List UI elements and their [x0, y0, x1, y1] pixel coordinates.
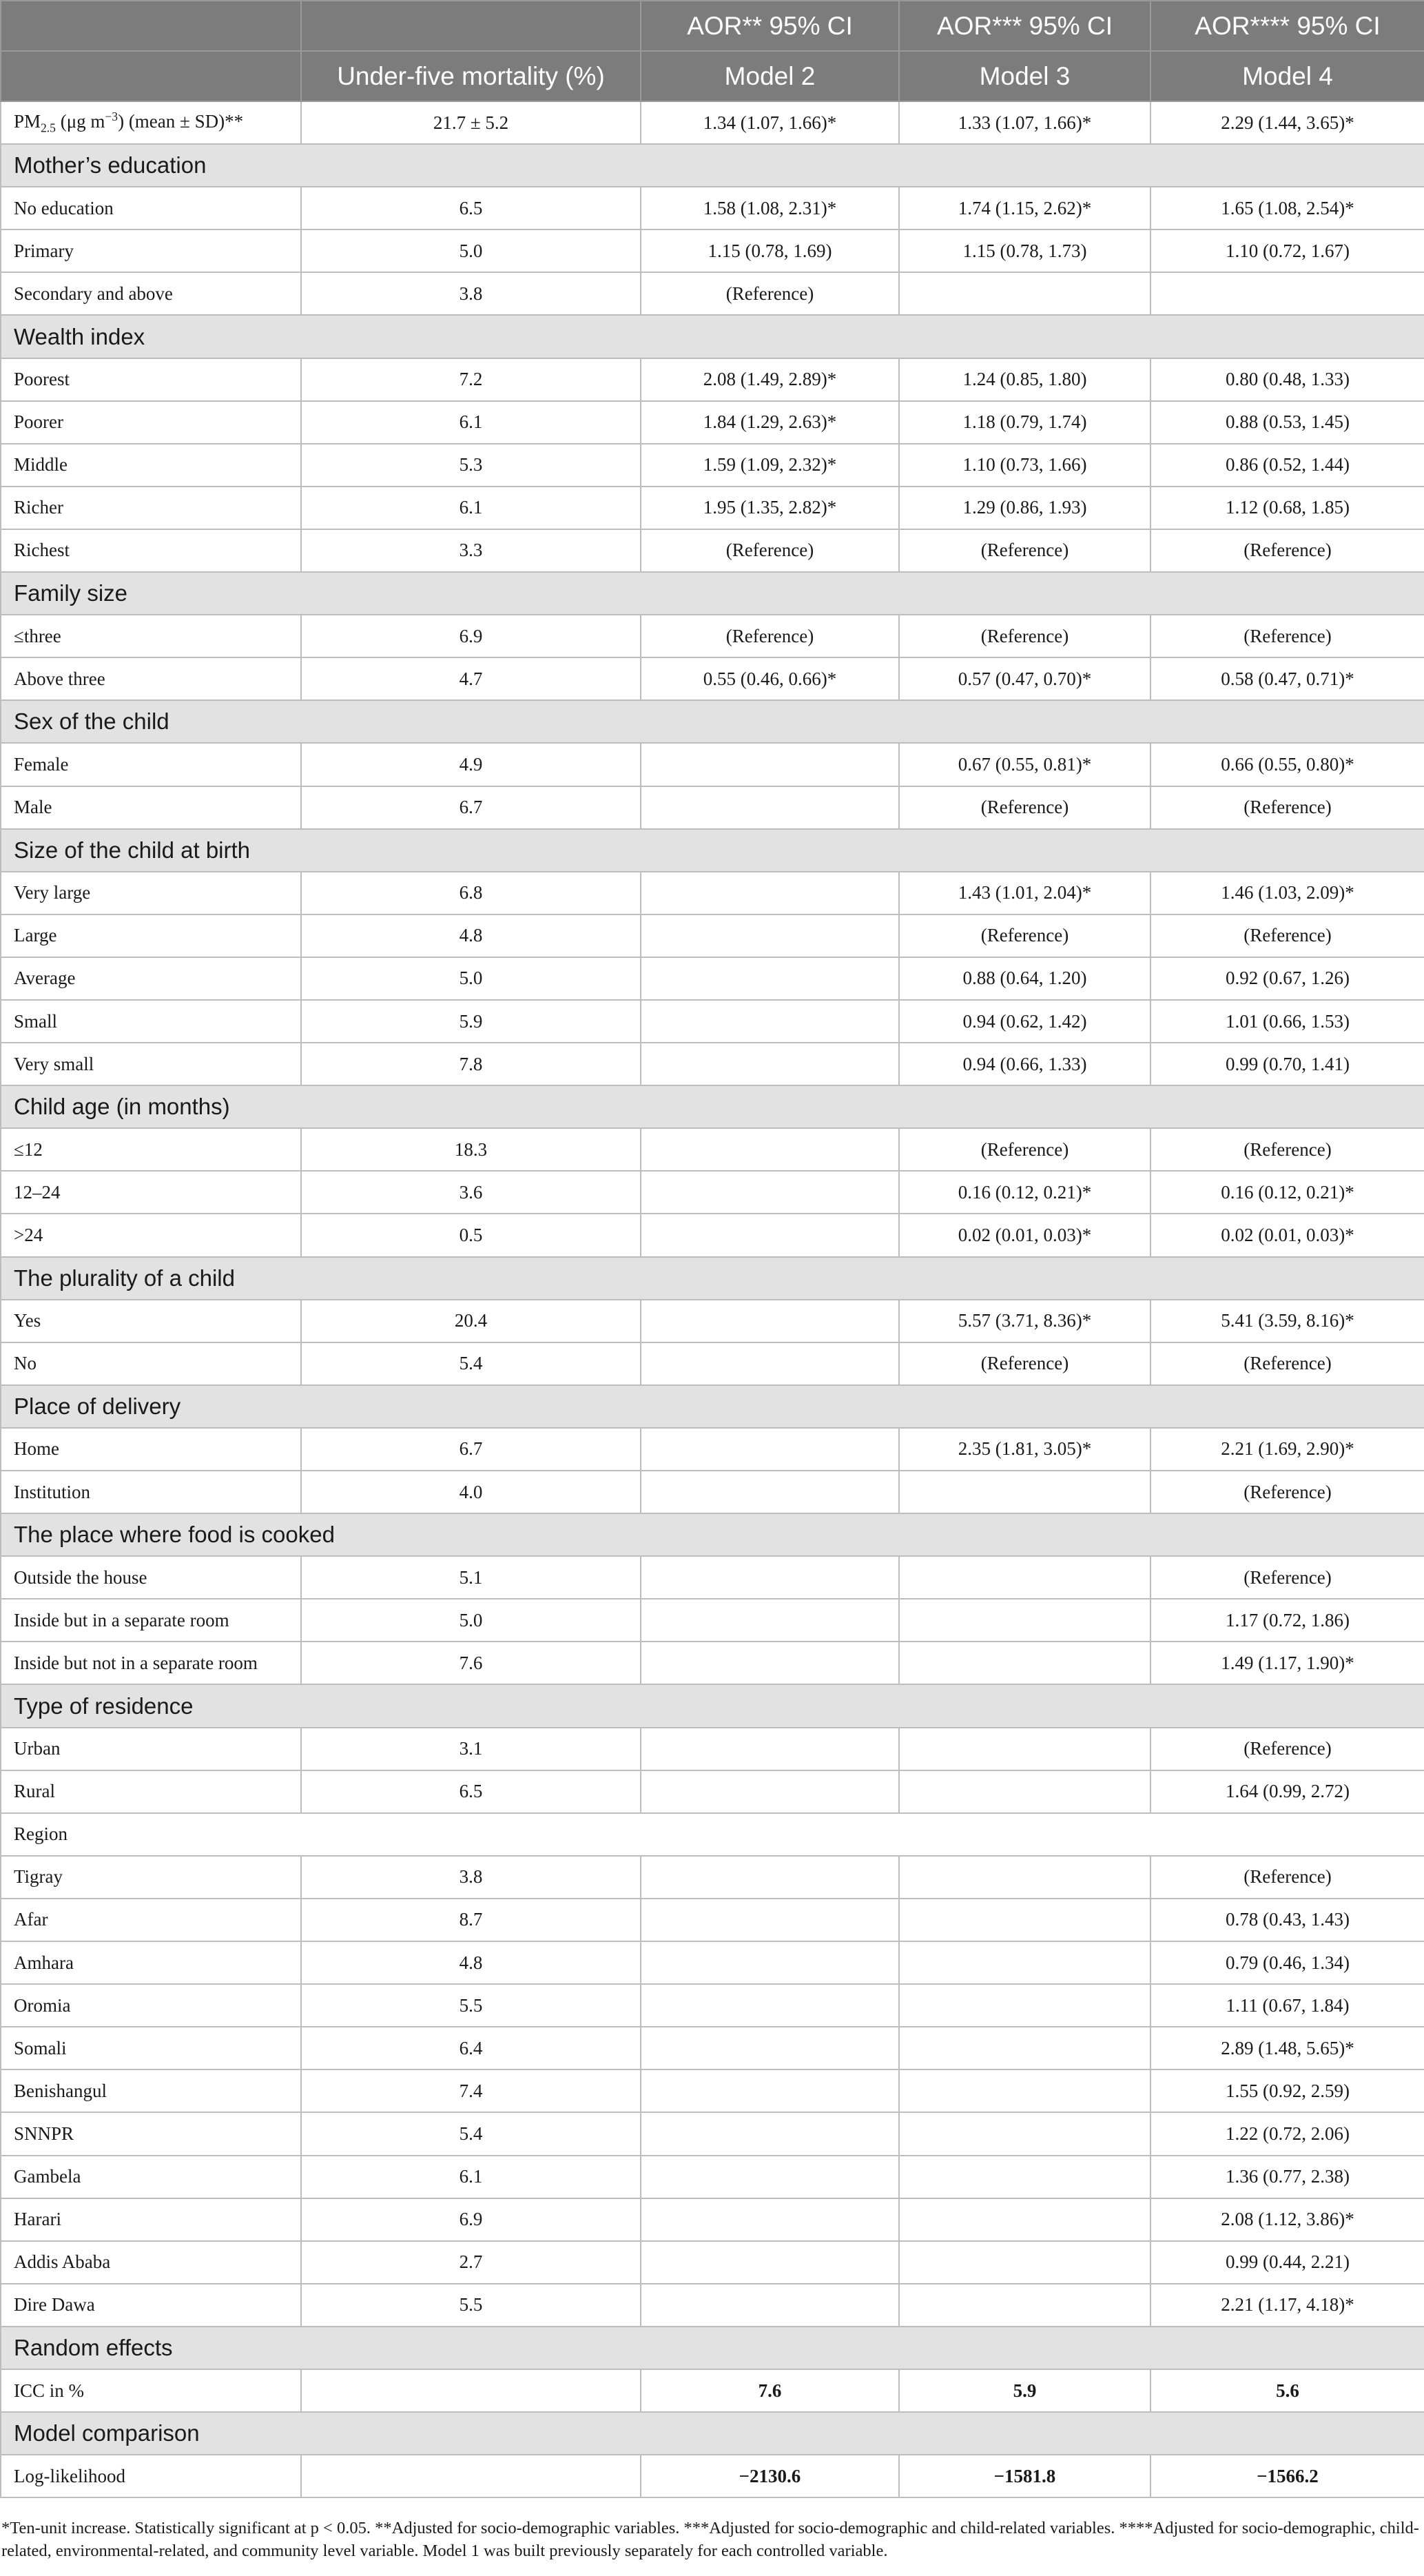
table-cell: 4.9: [301, 743, 641, 786]
table-cell: 1.65 (1.08, 2.54)*: [1150, 187, 1424, 229]
row-label: Oromia: [1, 1984, 301, 2027]
table-row: [1, 2284, 1424, 2327]
table-cell: [1150, 272, 1424, 315]
table-cell: 6.7: [301, 786, 641, 829]
row-label: Somali: [1, 2027, 301, 2069]
section-label: Type of residence: [1, 1684, 1424, 1727]
row-label: Primary: [1, 229, 301, 272]
table-cell: [899, 2112, 1150, 2155]
table-row: [1, 657, 1424, 700]
row-label: Male: [1, 786, 301, 829]
table-cell: [899, 1728, 1150, 1770]
table-row: [1, 401, 1424, 444]
table-cell: (Reference): [1150, 529, 1424, 572]
table-cell: 5.5: [301, 1984, 641, 2027]
table-cell: 1.15 (0.78, 1.73): [899, 229, 1150, 272]
section-header-row: [1, 1684, 1424, 1727]
table-cell: 5.3: [301, 444, 641, 487]
table-cell: 5.4: [301, 1342, 641, 1385]
table-cell: [301, 2455, 641, 2497]
table-cell: (Reference): [899, 615, 1150, 657]
pm25-label: $PM_{2.5}$ (μg $m^{-3}$) (mean ± SD)**: [1, 101, 301, 144]
row-label: Middle: [1, 444, 301, 487]
section-label: Family size: [1, 572, 1424, 615]
table-row: [1, 1000, 1424, 1043]
table-cell: (Reference): [899, 786, 1150, 829]
table-cell: 5.5: [301, 2284, 641, 2327]
row-label: >24: [1, 1214, 301, 1256]
table-cell: 7.8: [301, 1043, 641, 1085]
section-header-row: [1, 1257, 1424, 1300]
section-label: Place of delivery: [1, 1385, 1424, 1428]
table-cell: −1581.8: [899, 2455, 1150, 2497]
table-cell: 1.12 (0.68, 1.85): [1150, 487, 1424, 529]
table-cell: (Reference): [1150, 914, 1424, 957]
table-cell: 2.89 (1.48, 5.65)*: [1150, 2027, 1424, 2069]
table-cell: 0.16 (0.12, 0.21)*: [1150, 1171, 1424, 1214]
table-cell: 1.34 (1.07, 1.66)*: [641, 101, 899, 144]
table-cell: [641, 1856, 899, 1899]
section-label: The place where food is cooked: [1, 1513, 1424, 1556]
row-label: Inside but in a separate room: [1, 1599, 301, 1642]
header-cell: [1, 51, 301, 101]
table-cell: 1.10 (0.72, 1.67): [1150, 229, 1424, 272]
table-cell: [641, 2241, 899, 2284]
table-cell: [641, 1128, 899, 1171]
table-row: [1, 444, 1424, 487]
table-cell: [899, 2241, 1150, 2284]
table-cell: (Reference): [899, 1342, 1150, 1385]
table-cell: 5.0: [301, 229, 641, 272]
table-row: [1, 358, 1424, 401]
row-label: Very small: [1, 1043, 301, 1085]
table-cell: 4.0: [301, 1471, 641, 1513]
section-label: Sex of the child: [1, 700, 1424, 743]
section-header-row: [1, 700, 1424, 743]
table-cell: [641, 1342, 899, 1385]
row-label: Inside but not in a separate room: [1, 1642, 301, 1684]
table-row: [1, 957, 1424, 1000]
table-cell: 0.94 (0.66, 1.33): [899, 1043, 1150, 1085]
table-row: [1, 786, 1424, 829]
table-row: [1, 487, 1424, 529]
table-row: [1, 872, 1424, 914]
table-cell: [899, 2027, 1150, 2069]
table-cell: 1.01 (0.66, 1.53): [1150, 1000, 1424, 1043]
table-cell: 2.21 (1.69, 2.90)*: [1150, 1428, 1424, 1471]
section-label: Model comparison: [1, 2412, 1424, 2455]
row-label: Poorest: [1, 358, 301, 401]
table-cell: [641, 743, 899, 786]
row-label: Rural: [1, 1770, 301, 1813]
row-label: ≤12: [1, 1128, 301, 1171]
table-cell: [641, 1471, 899, 1513]
row-label: No: [1, 1342, 301, 1385]
section-label: Wealth index: [1, 315, 1424, 358]
section-label: Mother’s education: [1, 144, 1424, 187]
row-label: Institution: [1, 1471, 301, 1513]
table-cell: [641, 1599, 899, 1642]
table-cell: 0.79 (0.46, 1.34): [1150, 1941, 1424, 1984]
table-row: [1, 1599, 1424, 1642]
row-label: Above three: [1, 657, 301, 700]
table-row: [1, 2241, 1424, 2284]
table-cell: 3.8: [301, 272, 641, 315]
table-cell: [641, 1043, 899, 1085]
table-cell: [641, 1770, 899, 1813]
row-label: Amhara: [1, 1941, 301, 1984]
row-label: Tigray: [1, 1856, 301, 1899]
table-cell: 5.9: [899, 2369, 1150, 2412]
table-cell: (Reference): [1150, 1471, 1424, 1513]
table-row: [1, 229, 1424, 272]
table-cell: [641, 1000, 899, 1043]
table-cell: 4.8: [301, 914, 641, 957]
table-row: [1, 1128, 1424, 1171]
table-cell: 7.6: [641, 2369, 899, 2412]
table-cell: 20.4: [301, 1300, 641, 1342]
table-cell: 0.02 (0.01, 0.03)*: [899, 1214, 1150, 1256]
table-cell: 1.17 (0.72, 1.86): [1150, 1599, 1424, 1642]
table-row: [1, 1300, 1424, 1342]
table-cell: [899, 2284, 1150, 2327]
section-header-row: [1, 1085, 1424, 1128]
table-row: [1, 1941, 1424, 1984]
section-header-row: [1, 1385, 1424, 1428]
table-cell: (Reference): [899, 1128, 1150, 1171]
table-cell: 4.8: [301, 1941, 641, 1984]
table-cell: 7.6: [301, 1642, 641, 1684]
table-row: [1, 529, 1424, 572]
table-cell: 0.88 (0.53, 1.45): [1150, 401, 1424, 444]
table-cell: 5.6: [1150, 2369, 1424, 2412]
table-cell: [641, 2069, 899, 2112]
table-cell: 6.8: [301, 872, 641, 914]
table-cell: [641, 2112, 899, 2155]
table-cell: 3.3: [301, 529, 641, 572]
header-cell: Model 4: [1150, 51, 1424, 101]
table-cell: 0.67 (0.55, 0.81)*: [899, 743, 1150, 786]
table-cell: 2.08 (1.49, 2.89)*: [641, 358, 899, 401]
header-row-models: [1, 51, 1424, 101]
table-cell: 0.78 (0.43, 1.43): [1150, 1899, 1424, 1941]
table-cell: 1.95 (1.35, 2.82)*: [641, 487, 899, 529]
table-footnote: *Ten-unit increase. Statistically significant at p < 0.05. **Adjusted for socio-demographic variables. ***Adjusted for socio-demographic and child-related variables. ****Adjusted for socio-demographic, child-related, environmental-related, and community level variable. Model 1 was built previously separately for each controlled variable.: [1, 2519, 1419, 2560]
table-row: [1, 1556, 1424, 1599]
table-cell: 2.35 (1.81, 3.05)*: [899, 1428, 1150, 1471]
table-cell: 5.0: [301, 1599, 641, 1642]
table-cell: 18.3: [301, 1128, 641, 1171]
table-row: [1, 2069, 1424, 2112]
header-cell: [301, 1, 641, 51]
header-cell: AOR*** 95% CI: [899, 1, 1150, 51]
table-row: [1, 2198, 1424, 2241]
table-cell: [899, 1941, 1150, 1984]
table-row: [1, 1642, 1424, 1684]
row-label: Very large: [1, 872, 301, 914]
table-cell: 2.7: [301, 2241, 641, 2284]
table-row: [1, 2455, 1424, 2497]
table-cell: [899, 1556, 1150, 1599]
section-label: Random effects: [1, 2327, 1424, 2369]
table-cell: 1.58 (1.08, 2.31)*: [641, 187, 899, 229]
table-row: [1, 1856, 1424, 1899]
section-header-row: [1, 1513, 1424, 1556]
header-cell: AOR** 95% CI: [641, 1, 899, 51]
table-cell: −1566.2: [1150, 2455, 1424, 2497]
table-cell: 6.9: [301, 2198, 641, 2241]
table-cell: 1.59 (1.09, 2.32)*: [641, 444, 899, 487]
table-cell: [641, 2284, 899, 2327]
table-cell: 0.99 (0.70, 1.41): [1150, 1043, 1424, 1085]
table-cell: [899, 2198, 1150, 2241]
table-cell: 0.94 (0.62, 1.42): [899, 1000, 1150, 1043]
table-cell: 1.43 (1.01, 2.04)*: [899, 872, 1150, 914]
row-label: Home: [1, 1428, 301, 1471]
row-label: Benishangul: [1, 2069, 301, 2112]
table-row: [1, 1728, 1424, 1770]
table-cell: (Reference): [1150, 786, 1424, 829]
section-header-row: [1, 1813, 1424, 1856]
row-label: Poorer: [1, 401, 301, 444]
table-cell: [899, 1984, 1150, 2027]
table-cell: 1.11 (0.67, 1.84): [1150, 1984, 1424, 2027]
table-cell: (Reference): [1150, 1856, 1424, 1899]
header-cell: [1, 1, 301, 51]
table-cell: (Reference): [899, 914, 1150, 957]
table-cell: (Reference): [641, 529, 899, 572]
table-cell: 3.8: [301, 1856, 641, 1899]
table-row: [1, 272, 1424, 315]
table-cell: [641, 1428, 899, 1471]
table-cell: 6.4: [301, 2027, 641, 2069]
table-cell: 5.4: [301, 2112, 641, 2155]
header-row-ci: [1, 1, 1424, 51]
row-label: Harari: [1, 2198, 301, 2241]
row-label: Female: [1, 743, 301, 786]
table-cell: (Reference): [641, 272, 899, 315]
table-cell: [899, 272, 1150, 315]
row-label: Yes: [1, 1300, 301, 1342]
row-label: Addis Ababa: [1, 2241, 301, 2284]
header-cell: Model 3: [899, 51, 1150, 101]
table-cell: [641, 1300, 899, 1342]
row-label: ≤three: [1, 615, 301, 657]
table-row: [1, 1171, 1424, 1214]
table-cell: 2.21 (1.17, 4.18)*: [1150, 2284, 1424, 2327]
table-cell: [899, 1770, 1150, 1813]
table-cell: [641, 1642, 899, 1684]
table-cell: 1.18 (0.79, 1.74): [899, 401, 1150, 444]
table-cell: [641, 1171, 899, 1214]
table-cell: 8.7: [301, 1899, 641, 1941]
section-header-row: [1, 2412, 1424, 2455]
section-header-row: [1, 2327, 1424, 2369]
table-row: [1, 1428, 1424, 1471]
table-cell: 1.24 (0.85, 1.80): [899, 358, 1150, 401]
table-cell: −2130.6: [641, 2455, 899, 2497]
table-cell: 6.1: [301, 2156, 641, 2198]
table-cell: [641, 2198, 899, 2241]
table-cell: [641, 2156, 899, 2198]
header-cell: Under-five mortality (%): [301, 51, 641, 101]
row-label: Gambela: [1, 2156, 301, 2198]
table-cell: (Reference): [641, 615, 899, 657]
table-row: [1, 914, 1424, 957]
section-label: Region: [1, 1813, 1424, 1856]
row-label: Log-likelihood: [1, 2455, 301, 2497]
table-row: [1, 2027, 1424, 2069]
table-cell: [641, 1556, 899, 1599]
row-label: ICC in %: [1, 2369, 301, 2412]
row-label: Large: [1, 914, 301, 957]
table-cell: 0.16 (0.12, 0.21)*: [899, 1171, 1150, 1214]
row-label: 12–24: [1, 1171, 301, 1214]
table-cell: 0.88 (0.64, 1.20): [899, 957, 1150, 1000]
section-label: Size of the child at birth: [1, 829, 1424, 872]
table-cell: 7.2: [301, 358, 641, 401]
table-row: [1, 187, 1424, 229]
table-cell: 1.22 (0.72, 2.06): [1150, 2112, 1424, 2155]
table-cell: 0.92 (0.67, 1.26): [1150, 957, 1424, 1000]
table-cell: 6.9: [301, 615, 641, 657]
table-cell: [899, 1856, 1150, 1899]
table-cell: [641, 1214, 899, 1256]
header-cell: Model 2: [641, 51, 899, 101]
table-cell: 1.49 (1.17, 1.90)*: [1150, 1642, 1424, 1684]
table-row: [1, 1043, 1424, 1085]
table-cell: 0.5: [301, 1214, 641, 1256]
table-cell: 2.29 (1.44, 3.65)*: [1150, 101, 1424, 144]
row-label: Afar: [1, 1899, 301, 1941]
table-cell: 0.58 (0.47, 0.71)*: [1150, 657, 1424, 700]
section-header-row: [1, 829, 1424, 872]
row-label: No education: [1, 187, 301, 229]
table-cell: [899, 1599, 1150, 1642]
table-cell: 21.7 ± 5.2: [301, 101, 641, 144]
table-cell: [641, 2027, 899, 2069]
table-cell: 1.74 (1.15, 2.62)*: [899, 187, 1150, 229]
table-cell: 1.29 (0.86, 1.93): [899, 487, 1150, 529]
table-cell: [641, 872, 899, 914]
table-row: [1, 615, 1424, 657]
table-cell: 5.9: [301, 1000, 641, 1043]
table-cell: 1.36 (0.77, 2.38): [1150, 2156, 1424, 2198]
table-cell: (Reference): [1150, 1728, 1424, 1770]
row-label: Richest: [1, 529, 301, 572]
table-cell: (Reference): [1150, 1128, 1424, 1171]
table-cell: 6.5: [301, 187, 641, 229]
section-label: The plurality of a child: [1, 1257, 1424, 1300]
pm25-row: [1, 101, 1424, 144]
table-cell: [641, 1899, 899, 1941]
table-cell: [641, 1984, 899, 2027]
table-cell: [899, 1899, 1150, 1941]
table-cell: 0.86 (0.52, 1.44): [1150, 444, 1424, 487]
table-cell: 0.80 (0.48, 1.33): [1150, 358, 1424, 401]
table-cell: [641, 914, 899, 957]
table-cell: 3.1: [301, 1728, 641, 1770]
table-cell: 5.41 (3.59, 8.16)*: [1150, 1300, 1424, 1342]
row-label: SNNPR: [1, 2112, 301, 2155]
row-label: Secondary and above: [1, 272, 301, 315]
row-label: Richer: [1, 487, 301, 529]
table-row: [1, 1770, 1424, 1813]
table-cell: 5.0: [301, 957, 641, 1000]
table-cell: 0.66 (0.55, 0.80)*: [1150, 743, 1424, 786]
table-cell: 6.5: [301, 1770, 641, 1813]
table-row: [1, 2369, 1424, 2412]
section-label: Child age (in months): [1, 1085, 1424, 1128]
row-label: Dire Dawa: [1, 2284, 301, 2327]
table-cell: (Reference): [1150, 1556, 1424, 1599]
section-header-row: [1, 315, 1424, 358]
table-cell: [899, 2156, 1150, 2198]
table-cell: 1.15 (0.78, 1.69): [641, 229, 899, 272]
table-cell: 1.46 (1.03, 2.09)*: [1150, 872, 1424, 914]
table-cell: 1.55 (0.92, 2.59): [1150, 2069, 1424, 2112]
table-cell: 4.7: [301, 657, 641, 700]
table-cell: 0.55 (0.46, 0.66)*: [641, 657, 899, 700]
table-cell: [301, 2369, 641, 2412]
table-row: [1, 1899, 1424, 1941]
table-cell: [899, 2069, 1150, 2112]
table-cell: [641, 786, 899, 829]
table-cell: 1.33 (1.07, 1.66)*: [899, 101, 1150, 144]
table-cell: (Reference): [1150, 1342, 1424, 1385]
row-label: Urban: [1, 1728, 301, 1770]
section-header-row: [1, 144, 1424, 187]
table-cell: 1.10 (0.73, 1.66): [899, 444, 1150, 487]
table-cell: 5.1: [301, 1556, 641, 1599]
row-label: Small: [1, 1000, 301, 1043]
table-row: [1, 1984, 1424, 2027]
table-row: [1, 743, 1424, 786]
header-cell: AOR**** 95% CI: [1150, 1, 1424, 51]
table-row: [1, 2112, 1424, 2155]
table-row: [1, 1214, 1424, 1256]
table-cell: 7.4: [301, 2069, 641, 2112]
table-cell: [641, 957, 899, 1000]
table-row: [1, 1471, 1424, 1513]
table-cell: 1.84 (1.29, 2.63)*: [641, 401, 899, 444]
section-header-row: [1, 572, 1424, 615]
table-cell: 2.08 (1.12, 3.86)*: [1150, 2198, 1424, 2241]
table-cell: 3.6: [301, 1171, 641, 1214]
table-row: [1, 1342, 1424, 1385]
table-cell: 0.99 (0.44, 2.21): [1150, 2241, 1424, 2284]
table-cell: [641, 1941, 899, 1984]
table-cell: 6.1: [301, 487, 641, 529]
table-cell: [641, 1728, 899, 1770]
table-cell: (Reference): [899, 529, 1150, 572]
table-cell: 5.57 (3.71, 8.36)*: [899, 1300, 1150, 1342]
table-row: [1, 2156, 1424, 2198]
table-cell: [899, 1471, 1150, 1513]
table-cell: 0.02 (0.01, 0.03)*: [1150, 1214, 1424, 1256]
table-cell: 6.1: [301, 401, 641, 444]
row-label: Average: [1, 957, 301, 1000]
table-cell: [899, 1642, 1150, 1684]
table-cell: (Reference): [1150, 615, 1424, 657]
table-cell: 1.64 (0.99, 2.72): [1150, 1770, 1424, 1813]
table-cell: 0.57 (0.47, 0.70)*: [899, 657, 1150, 700]
table-cell: 6.7: [301, 1428, 641, 1471]
row-label: Outside the house: [1, 1556, 301, 1599]
